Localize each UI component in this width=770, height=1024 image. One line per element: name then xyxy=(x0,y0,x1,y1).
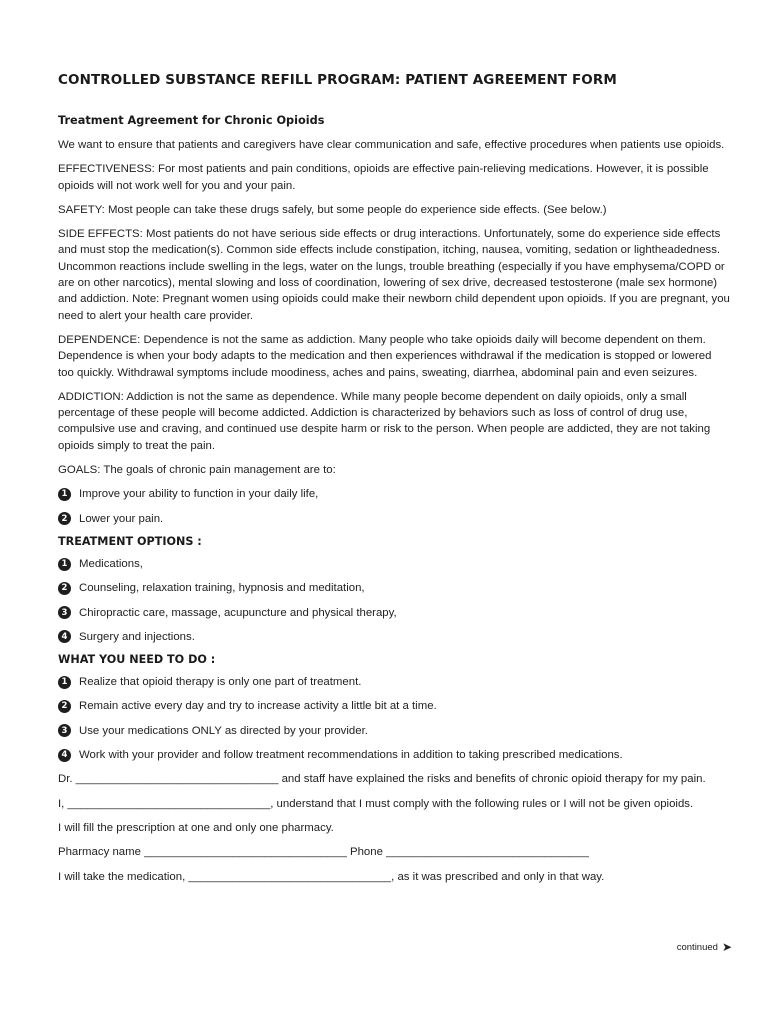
pharmacy-line[interactable]: Pharmacy name ________________________________ Phone ________________________________ xyxy=(58,846,589,859)
what-to-do-text: Remain active every day and try to increase activity a little bit at a time. xyxy=(79,700,437,713)
what-to-do-text: Use your medications ONLY as directed by your provider. xyxy=(79,724,368,737)
dependence-paragraph xyxy=(58,332,730,381)
goals-paragraph xyxy=(58,462,730,478)
what-to-do-item xyxy=(58,674,730,690)
goal-item-text: Lower your pain. xyxy=(79,512,164,525)
number-badge-icon: 1 xyxy=(58,558,71,571)
what-to-do-text: Realize that opioid therapy is only one part of treatment. xyxy=(79,676,362,689)
what-to-do-heading: WHAT YOU NEED TO DO : xyxy=(58,653,216,667)
treatment-option-item xyxy=(58,605,730,621)
safety-text: Most people can take these drugs safely, but some people do experience side effects. (See below.) xyxy=(104,203,607,216)
number-badge-icon: 1 xyxy=(58,488,71,501)
number-badge-icon: 2 xyxy=(58,582,71,595)
agreement-page xyxy=(58,72,730,893)
side-effects-label: SIDE EFFECTS: xyxy=(58,228,143,241)
treatment-options-heading: TREATMENT OPTIONS : xyxy=(58,534,202,548)
effectiveness-label: EFFECTIVENESS: xyxy=(58,163,155,176)
effectiveness-text: For most patients and pain conditions, opioids are effective pain-relieving medications. However, it is possible opioids will not work well for you and your pain. xyxy=(58,163,709,192)
doctor-line[interactable]: Dr. ________________________________ and staff have explained the risks and benefits of chronic opioid therapy for my pain. xyxy=(58,773,706,786)
number-badge-icon: 3 xyxy=(58,724,71,737)
what-to-do-item xyxy=(58,747,730,763)
what-to-do-text: Work with your provider and follow treatment recommendations in addition to taking prescribed medications. xyxy=(79,749,623,762)
number-badge-icon: 3 xyxy=(58,606,71,619)
safety-paragraph xyxy=(58,202,730,218)
treatment-option-text: Counseling, relaxation training, hypnosis and meditation, xyxy=(79,582,365,595)
goal-item xyxy=(58,511,730,527)
dependence-label: DEPENDENCE: xyxy=(58,333,141,346)
treatment-option-text: Surgery and injections. xyxy=(79,630,195,643)
dependence-text: Dependence is not the same as addiction. Many people who take opioids daily will become dependent on them. Dependence is when your body adapts to the medication and then experiences withdrawal if the medication is stopped or lowered too quickly. Withdrawal symptoms include moodiness, aches and pains, sweating, diarrhea, abdominal pain and even seizures. xyxy=(58,333,712,379)
what-to-do-item xyxy=(58,698,730,714)
section-subtitle: Treatment Agreement for Chronic Opioids xyxy=(58,114,325,127)
treatment-option-item xyxy=(58,580,730,596)
pharmacy-rule-text: I will fill the prescription at one and only one pharmacy. xyxy=(58,821,334,834)
goals-text: The goals of chronic pain management are to: xyxy=(100,464,336,477)
treatment-option-item xyxy=(58,556,730,572)
number-badge-icon: 2 xyxy=(58,700,71,713)
goal-item xyxy=(58,486,730,502)
continued-label: continued xyxy=(676,941,718,953)
number-badge-icon: 2 xyxy=(58,512,71,525)
page-title: CONTROLLED SUBSTANCE REFILL PROGRAM: PATIENT AGREEMENT FORM xyxy=(58,72,617,88)
medication-line[interactable]: I will take the medication, ________________________________, as it was prescribed and only in that way. xyxy=(58,870,605,883)
treatment-option-text: Chiropractic care, massage, acupuncture and physical therapy, xyxy=(79,606,397,619)
goal-item-text: Improve your ability to function in your daily life, xyxy=(79,488,319,501)
patient-name-line[interactable]: I, ________________________________, understand that I must comply with the following rules or I will not be given opioids. xyxy=(58,797,694,810)
addiction-paragraph xyxy=(58,389,730,454)
continued-indicator xyxy=(677,940,732,954)
effectiveness-paragraph xyxy=(58,161,730,194)
addiction-label: ADDICTION: xyxy=(58,390,124,403)
number-badge-icon: 1 xyxy=(58,676,71,689)
safety-label: SAFETY: xyxy=(58,203,105,216)
side-effects-text: Most patients do not have serious side effects or drug interactions. Unfortunately, some do experience side effects and must stop the medication(s). Common side effects include constipation, itching, nausea, vomiting, sedation or lightheadedness. Uncommon reactions include swelling in the legs, water on the lungs, trouble breathing (especially if you have emphysema/COPD or are on other narcotics), mental slowing and loss of coordination, lowering of sex drive, decreased testosterone (male sex hormone) and addiction. Note: Pregnant women using opioids could make their newborn child dependent upon opioids. If you are pregnant, you need to alert your health care provider. xyxy=(58,228,730,322)
what-to-do-item xyxy=(58,723,730,739)
number-badge-icon: 4 xyxy=(58,749,71,762)
treatment-option-item xyxy=(58,629,730,645)
goals-label: GOALS: xyxy=(58,464,101,477)
addiction-text: Addiction is not the same as dependence. While many people become dependent on daily opioids, only a small percentage of these people will become addicted. Addiction is characterized by behaviors such as loss of control of drug use, compulsive use and craving, and continued use despite harm or risk to the person. When people are addicted, they are not taking opioids simply to treat the pain. xyxy=(58,390,711,452)
intro-paragraph: We want to ensure that patients and caregivers have clear communication and safe, effective procedures when patients use opioids. xyxy=(58,139,725,151)
arrow-right-icon: ➤ xyxy=(721,940,732,954)
side-effects-paragraph xyxy=(58,226,730,324)
number-badge-icon: 4 xyxy=(58,630,71,643)
treatment-option-text: Medications, xyxy=(79,557,143,570)
